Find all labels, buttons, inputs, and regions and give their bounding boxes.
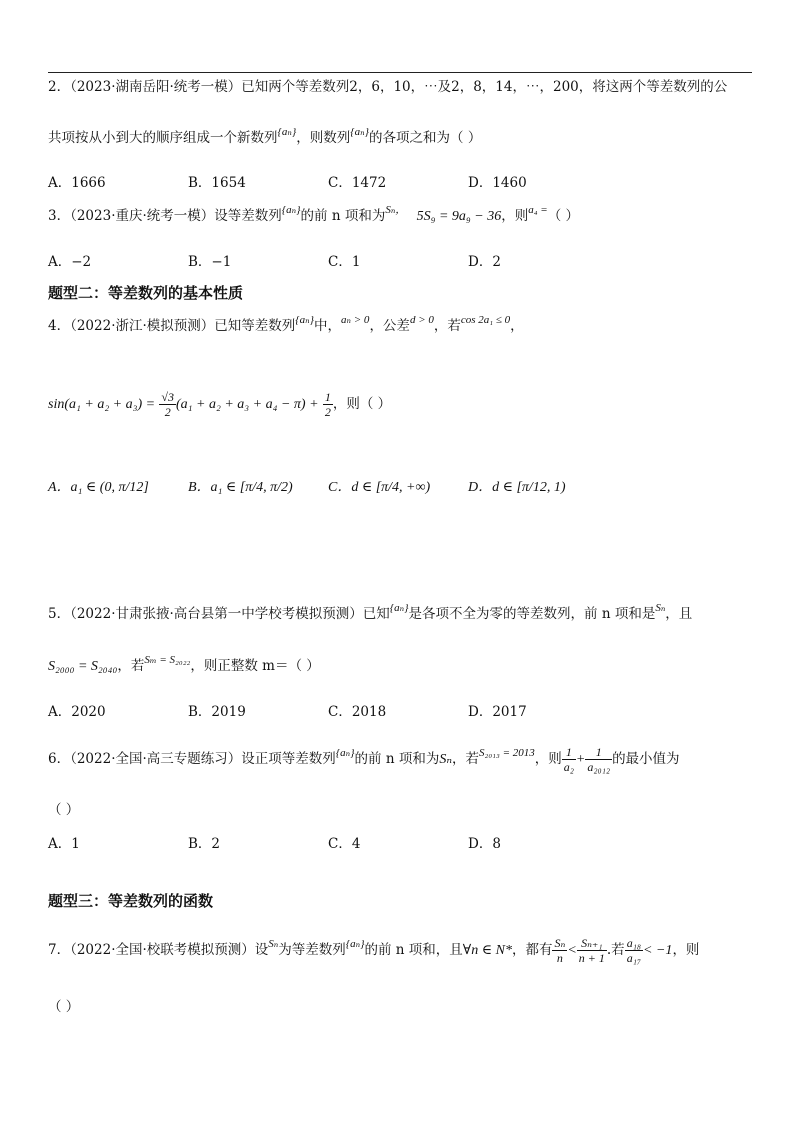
q6-sn: Sₙ	[439, 752, 453, 767]
q5-text-b: 是各项不全为零的等差数列，前 n 项和是	[408, 606, 656, 622]
q7-stem-line1	[48, 934, 699, 967]
q3-text-d: （ ）	[547, 208, 580, 224]
q6-seq: {aₙ}	[335, 747, 355, 759]
q7-frac1-num: Sₙ	[554, 936, 566, 950]
q7-frac3-num: a₁₈	[626, 936, 642, 950]
q3-seq: {aₙ}	[281, 204, 301, 216]
q6-text-d: ，则	[534, 751, 562, 767]
q3-a4: a₄ =	[528, 204, 548, 216]
q6-frac2-num: 1	[585, 745, 612, 760]
q4-frac2-num: 1	[324, 390, 331, 404]
q6-frac1-den: a₂	[563, 760, 574, 774]
q5-sn: Sₙ	[655, 602, 666, 614]
q2-text-b: ，则数列	[296, 130, 351, 146]
q7-frac3	[625, 936, 643, 965]
q7-text-f: ，则	[672, 942, 700, 958]
q5-option-b[interactable]: B．2019	[188, 704, 246, 720]
q2-text-a: 共项按从小到大的顺序组成一个新数列	[48, 130, 278, 146]
q6-frac2	[585, 745, 612, 774]
q6-text-e: 的最小值为	[612, 751, 680, 767]
q7-stem-line2: （ ）	[48, 999, 80, 1015]
q6-option-a[interactable]: A．1	[48, 836, 80, 852]
q5-eq2: Sₘ = S₂₀₂₂	[144, 654, 191, 666]
q7-forall: ∀n ∈ N*	[462, 943, 512, 958]
q2-seq2: {aₙ}	[350, 126, 370, 138]
q3-sn: Sₙ，	[385, 204, 407, 216]
q7-text-a: 7．（2022·全国·校联考模拟预测）设	[48, 942, 269, 958]
q6-option-b[interactable]: B．2	[188, 836, 221, 852]
q4-seq: {aₙ}	[295, 314, 315, 326]
q4-stem-line2	[48, 390, 391, 419]
q4-text-c: ，公差	[369, 318, 410, 334]
q4-cond1: aₙ > 0	[341, 314, 370, 326]
q7-frac2-den: n + 1	[578, 951, 605, 965]
q3-text-a: 3．（2023·重庆·统考一模）设等差数列	[48, 208, 282, 224]
q4-frac2-den: 2	[324, 405, 331, 419]
q2-stem-line1: 2．（2023·湖南岳阳·统考一模）已知两个等差数列2，6，10，⋯及2，8，14，⋯，200，将这两个等差数列的公	[48, 79, 728, 95]
q4-option-a[interactable]: A．a₁ ∈ (0, π/12]	[48, 480, 149, 495]
q2-option-d[interactable]: D．1460	[468, 175, 527, 191]
q6-frac2-den: a₂₀₁₂	[587, 760, 611, 774]
q4-frac-sqrt3-2	[159, 390, 176, 419]
q4-stem-line1	[48, 316, 524, 336]
q4-text-f: ，则（ ）	[332, 396, 392, 412]
q4-option-b[interactable]: B．a₁ ∈ [π/4, π/2)	[188, 480, 293, 495]
q4-frac1-den: 2	[164, 405, 171, 419]
q3-text-c: ，则	[501, 208, 529, 224]
q4-text-e: ，	[510, 318, 524, 334]
q5-seq: {aₙ}	[389, 602, 409, 614]
q4-sum-expr: (a₁ + a₂ + a₃ + a₄ − π) +	[176, 397, 319, 412]
q7-frac1	[552, 936, 567, 965]
q2-stem-line2	[48, 128, 481, 148]
q4-option-c[interactable]: C．d ∈ [π/4, +∞)	[328, 480, 431, 495]
q6-frac1	[562, 745, 576, 774]
q6-option-d[interactable]: D．8	[468, 836, 501, 852]
q7-seq: {aₙ}	[345, 938, 365, 950]
q5-text-a: 5．（2022·甘肃张掖·高台县第一中学校考模拟预测）已知	[48, 606, 390, 622]
q3-text-b: 的前 n 项和为	[300, 208, 386, 224]
top-rule	[48, 72, 752, 73]
q2-option-a[interactable]: A．1666	[48, 175, 106, 191]
q7-text-d: ，都有	[511, 942, 553, 958]
q5-option-c[interactable]: C．2018	[328, 704, 387, 720]
q7-text-c: 的前 n 项和，且	[364, 942, 463, 958]
q7-lt: <	[567, 943, 577, 958]
q2-seq1: {aₙ}	[277, 126, 297, 138]
q5-option-d[interactable]: D．2017	[468, 704, 527, 720]
q7-frac3-den: a₁₇	[626, 951, 642, 965]
q4-text-d: ，若	[433, 318, 461, 334]
q7-frac2	[577, 936, 607, 965]
q3-option-a[interactable]: A．−2	[48, 254, 92, 270]
q2-option-c[interactable]: C．1472	[328, 175, 387, 191]
q3-option-d[interactable]: D．2	[468, 254, 501, 270]
q6-stem-line1	[48, 744, 680, 775]
q6-text-b: 的前 n 项和为	[354, 751, 440, 767]
q4-frac1-num: √3	[161, 390, 174, 404]
q3-stem	[48, 206, 579, 227]
q6-option-c[interactable]: C．4	[328, 836, 361, 852]
q6-plus: +	[575, 752, 586, 767]
q5-stem-line1	[48, 604, 692, 624]
q3-option-b[interactable]: B．−1	[188, 254, 232, 270]
q7-text-e: .若	[606, 942, 625, 958]
q5-eq1: S₂₀₀₀ = S₂₀₄₀	[48, 659, 118, 674]
q5-option-a[interactable]: A．2020	[48, 704, 106, 720]
q6-frac1-num: 1	[562, 745, 576, 760]
q4-text-a: 4．（2022·浙江·模拟预测）已知等差数列	[48, 318, 296, 334]
q5-text-c: ，且	[665, 606, 693, 622]
q6-text-a: 6．（2022·全国·高三专题练习）设正项等差数列	[48, 751, 336, 767]
q3-option-c[interactable]: C．1	[328, 254, 361, 270]
q7-text-b: 为等差数列	[278, 942, 346, 958]
q6-text-c: ，若	[452, 751, 480, 767]
section-heading-2: 题型二：等差数列的基本性质	[48, 284, 244, 302]
q6-eq: S₂₀₁₃ = 2013	[479, 747, 535, 759]
q4-cond2: d > 0	[409, 314, 434, 326]
q4-option-d[interactable]: D．d ∈ [π/12, 1)	[468, 480, 566, 495]
q7-lt2: < −1	[643, 943, 673, 958]
q4-frac-1-2	[323, 390, 333, 419]
q7-sn: Sₙ	[268, 938, 279, 950]
section-heading-3: 题型三：等差数列的函数	[48, 892, 214, 910]
q6-stem-line2: （ ）	[48, 802, 80, 818]
q5-text-e: ，则正整数 m＝（ ）	[190, 658, 320, 674]
q2-text-c: 的各项之和为（ ）	[369, 130, 482, 146]
q7-frac1-den: n	[556, 951, 563, 965]
q3-equation: 5S₉ = 9a₉ − 36	[416, 209, 502, 224]
q5-stem-line2	[48, 656, 320, 677]
q4-cond3: cos 2a₁ ≤ 0	[460, 314, 511, 326]
q4-text-b: 中，	[314, 318, 342, 334]
q7-frac2-num: Sₙ₊₁	[577, 936, 607, 951]
q5-text-d: ，若	[117, 658, 145, 674]
q4-sin-expr: sin(a₁ + a₂ + a₃) =	[48, 397, 156, 412]
q2-option-b[interactable]: B．1654	[188, 175, 246, 191]
